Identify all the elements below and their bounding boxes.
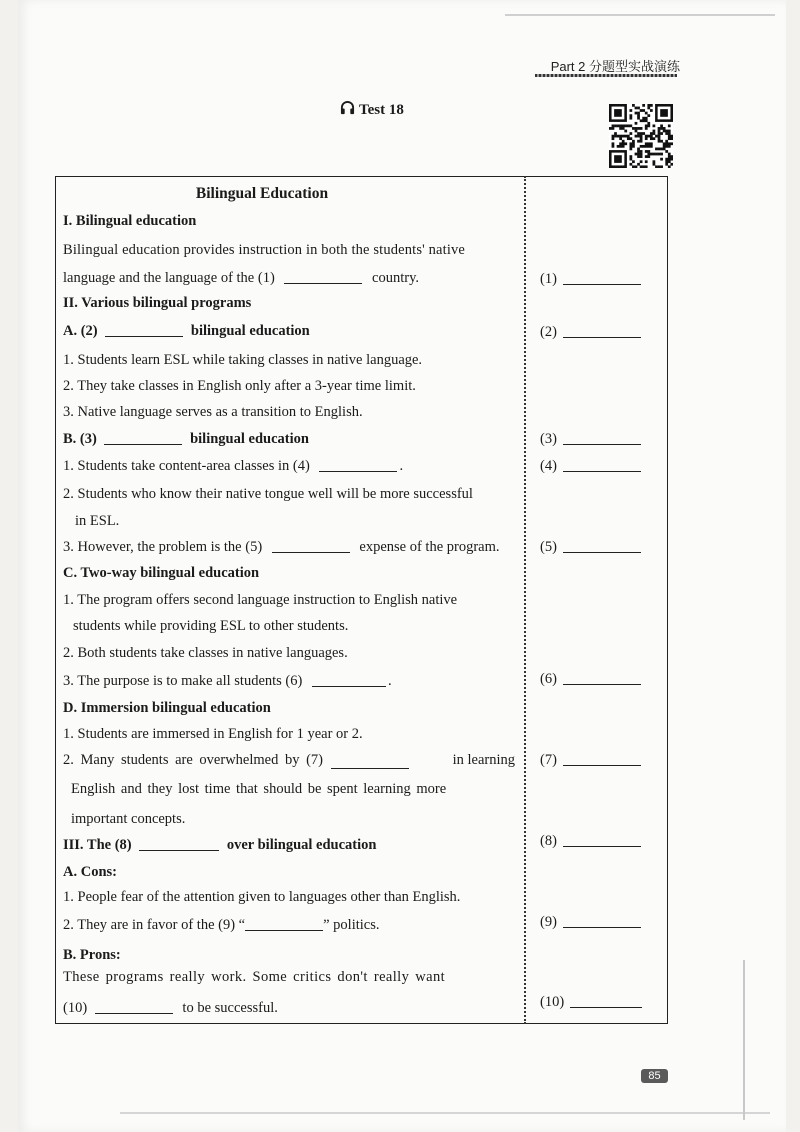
answer-blank-5[interactable] — [563, 538, 641, 553]
answer-column-divider — [524, 176, 526, 1024]
answer-line-3 — [540, 430, 641, 448]
blank-7[interactable] — [331, 754, 409, 769]
qr-code-icon[interactable] — [609, 104, 673, 168]
answer-line-6 — [540, 670, 641, 688]
program-d-item-2-start: 2. Many students are overwhelmed by (7) — [63, 752, 324, 768]
answer-label-7: (7) — [540, 752, 557, 768]
program-d-item-1: 1. Students are immersed in English for 1 year or 2. — [63, 726, 363, 742]
blank-6[interactable] — [312, 672, 386, 687]
answer-blank-3[interactable] — [563, 430, 641, 445]
program-d-item-2-line-1 — [63, 751, 515, 769]
answer-label-2: (2) — [540, 324, 557, 340]
program-d-heading: D. Immersion bilingual education — [63, 700, 271, 716]
program-b-item-3-end: expense of the program. — [359, 539, 500, 555]
program-a-item-1: 1. Students learn ESL while taking classes in native language. — [63, 352, 423, 368]
test-title-text: Test 18 — [359, 101, 404, 118]
program-b-item-2-line-2: in ESL. — [75, 513, 120, 529]
part-header: Part 2 分题型实战演练 — [550, 59, 680, 74]
blank-8[interactable] — [139, 836, 219, 851]
blank-10[interactable] — [95, 999, 173, 1014]
program-c-item-2: 2. Both students take classes in native languages. — [63, 645, 348, 661]
program-c-item-3-start: 3. The purpose is to make all students (6) — [63, 673, 303, 689]
answer-blank-7[interactable] — [563, 751, 641, 766]
program-a-suffix: bilingual education — [190, 323, 310, 339]
program-a-item-2: 2. They take classes in English only after a 3-year time limit. — [63, 378, 416, 394]
pros-line-2-end: to be successful. — [182, 1000, 278, 1016]
program-b-item-3 — [63, 538, 500, 556]
section-1-line-2-end: country. — [372, 270, 420, 286]
answer-blank-4[interactable] — [563, 457, 641, 472]
top-rule — [505, 14, 775, 16]
part-header-underline — [535, 74, 677, 77]
answer-line-2 — [540, 323, 641, 341]
answer-blank-9[interactable] — [563, 913, 641, 928]
cons-heading: A. Cons: — [63, 864, 117, 880]
blank-5[interactable] — [272, 538, 350, 553]
headphones-icon — [340, 100, 355, 120]
cons-item-2 — [63, 916, 380, 934]
program-d-item-2-line-2-text: English and they lost time that should be spent learning more — [71, 781, 447, 797]
cons-item-2-end: ” politics. — [323, 917, 380, 933]
program-b-item-1-end: . — [399, 458, 404, 474]
blank-9[interactable] — [245, 916, 323, 931]
program-b-prefix: B. (3) — [63, 431, 97, 447]
pros-line-1-text: These programs really work. Some critics don't really want — [63, 969, 446, 985]
program-b-item-1 — [63, 457, 403, 475]
blank-2[interactable] — [105, 322, 183, 337]
program-c-item-3 — [63, 672, 392, 690]
answer-line-10 — [540, 993, 642, 1011]
section-3-prefix: III. The (8) — [63, 837, 132, 853]
test-title — [340, 100, 404, 120]
blank-4[interactable] — [319, 457, 397, 472]
answer-line-4 — [540, 457, 641, 475]
answer-label-1: (1) — [540, 271, 557, 287]
pros-line-1 — [63, 968, 513, 986]
section-1-line-2 — [63, 269, 419, 287]
program-c-item-1-line-1 — [63, 591, 519, 609]
page-edge — [743, 960, 745, 1120]
program-c-heading: C. Two-way bilingual education — [63, 565, 260, 581]
answer-line-5 — [540, 538, 641, 556]
program-d-item-2-line-3: important concepts. — [71, 811, 186, 827]
section-3-suffix: over bilingual education — [226, 837, 377, 853]
page-number: 85 — [641, 1069, 668, 1083]
program-b-item-2-line-1-text: 2. Students who know their native tongue well will be more successful — [63, 486, 473, 502]
answer-line-1 — [540, 270, 641, 288]
program-b-suffix: bilingual education — [190, 431, 309, 447]
program-b-heading — [63, 430, 309, 448]
program-b-item-3-start: 3. However, the problem is the (5) — [63, 539, 263, 555]
answer-blank-6[interactable] — [563, 670, 641, 685]
section-1-line-1-text: Bilingual education provides instruction in both the students' native — [63, 242, 465, 258]
answer-label-10: (10) — [540, 994, 565, 1010]
section-1-line-2-start: language and the language of the (1) — [63, 270, 275, 286]
program-a-item-3: 3. Native language serves as a transition to English. — [63, 404, 363, 420]
program-c-item-3-end: . — [387, 673, 392, 689]
cons-item-2-start: 2. They are in favor of the (9) “ — [63, 917, 246, 933]
program-d-item-2-end: in learning — [452, 752, 515, 768]
program-c-item-1-line-2: students while providing ESL to other students. — [73, 618, 349, 634]
answer-blank-2[interactable] — [563, 323, 641, 338]
answer-label-9: (9) — [540, 914, 557, 930]
program-c-item-1-line-1-text: 1. The program offers second language instruction to English native — [63, 592, 458, 608]
answer-line-8 — [540, 832, 641, 850]
answer-blank-8[interactable] — [563, 832, 641, 847]
answer-line-9 — [540, 913, 641, 931]
section-3-heading — [63, 836, 376, 854]
program-b-item-2-line-1 — [63, 485, 519, 503]
blank-1[interactable] — [284, 269, 362, 284]
answer-blank-1[interactable] — [563, 270, 641, 285]
bottom-rule — [120, 1112, 770, 1114]
answer-line-7 — [540, 751, 641, 769]
section-2-heading: II. Various bilingual programs — [63, 295, 252, 311]
answer-label-5: (5) — [540, 539, 557, 555]
answer-label-3: (3) — [540, 431, 557, 447]
program-a-heading — [63, 322, 310, 340]
program-a-prefix: A. (2) — [63, 323, 98, 339]
section-1-heading: I. Bilingual education — [63, 213, 197, 229]
pros-line-2 — [63, 999, 278, 1017]
program-d-item-2-line-2 — [71, 780, 515, 798]
answer-label-4: (4) — [540, 458, 557, 474]
program-b-item-1-start: 1. Students take content-area classes in (4) — [63, 458, 310, 474]
answer-label-6: (6) — [540, 671, 557, 687]
pros-heading: B. Prons: — [63, 947, 121, 963]
answer-label-8: (8) — [540, 833, 557, 849]
blank-3[interactable] — [104, 430, 182, 445]
document-title: Bilingual Education — [195, 185, 329, 202]
section-1-line-1 — [63, 241, 519, 259]
cons-item-1: 1. People fear of the attention given to languages other than English. — [63, 889, 461, 905]
answer-blank-10[interactable] — [570, 993, 642, 1008]
pros-line-2-start: (10) — [63, 1000, 88, 1016]
